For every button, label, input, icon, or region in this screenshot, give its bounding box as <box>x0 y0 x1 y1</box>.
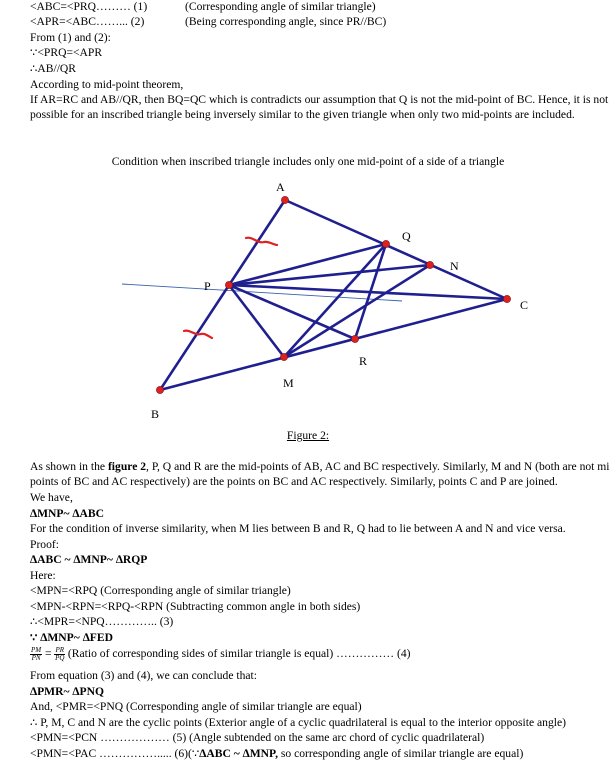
text-span: (Ratio of corresponding sides of similar triangle is equal) …………… (4) <box>65 647 411 660</box>
text-line-note: (Corresponding angle of similar triangle) <box>185 0 376 13</box>
label-Q: Q <box>402 229 411 243</box>
segment-PN <box>229 265 430 285</box>
label-N: N <box>450 259 459 273</box>
label-P: P <box>204 279 211 293</box>
text-line: Proof: <box>30 538 59 551</box>
point-P <box>225 281 232 288</box>
text-span: As shown in the <box>30 460 108 473</box>
point-N <box>426 261 433 268</box>
paragraph-line <box>30 459 610 474</box>
paragraph-line: points of BC and AC respectively) are the points on BC and AC respectively. Similarly, points C and P are joined. <box>30 475 558 488</box>
text-line-note: (Being corresponding angle, since PR//BC) <box>185 15 387 28</box>
label-R: R <box>359 354 368 368</box>
text-line: Here: <box>30 569 56 582</box>
segment-PR <box>229 285 355 339</box>
text-span: so corresponding angle of similar triangle are equal) <box>277 747 524 760</box>
text-line: For the condition of inverse similarity, when M lies between B and R, Q had to lie between A and N and vice versa. <box>30 522 566 535</box>
text-line: ∴<MPR=<NPQ………….. (3) <box>30 615 174 628</box>
text-bold: ∆ABC ~ ∆MNP, <box>199 747 278 760</box>
text-line: ∵<PRQ=<APR <box>30 46 103 59</box>
text-line: <PMN=<PCN ……………… (5) (Angle subtended on the same arc chord of cyclic quadrilateral) <box>30 731 485 744</box>
text-line: <APR=<ABC……... (2) <box>30 15 145 28</box>
point-A <box>281 196 288 203</box>
text-line: From (1) and (2): <box>30 31 111 44</box>
ratio-line: $\frac{PM}{PN}$ = $\frac{PR}{PQ}$ (Ratio of corresponding sides of similar triangle is equal) …………… (4) <box>31 645 411 662</box>
text-line: According to mid-point theorem, <box>30 78 184 91</box>
text-line: And, <PMR=<PNQ (Corresponding angle of similar triangle are equal) <box>30 700 362 713</box>
text-line: We have, <box>30 491 73 504</box>
similarity-statement <box>30 552 147 567</box>
point-Q <box>382 240 389 247</box>
text-line <box>30 746 523 761</box>
text-line: <MPN=<RPQ (Corresponding angle of similar triangle) <box>30 584 291 597</box>
text-line: <MPN-<RPN=<RPQ-<RPN (Subtracting common angle in both sides) <box>30 600 361 613</box>
similarity-statement <box>30 630 113 645</box>
segment-MQ <box>284 244 386 357</box>
point-M <box>280 353 287 360</box>
point-R <box>351 335 358 342</box>
label-B: B <box>151 407 160 421</box>
text-line: From equation (3) and (4), we can conclude that: <box>30 669 257 682</box>
text-span: , P, Q and R are the mid-points of AB, AC and BC respectively. Similarly, M and N (both are not mi <box>146 460 610 473</box>
text-bold: ∆MNP~ ∆ABC <box>30 507 104 520</box>
side-AC <box>285 200 507 299</box>
text-line: ∴ P, M, C and N are the cyclic points (Exterior angle of a cyclic quadrilateral is equal to the interior opposite angle) <box>30 716 567 729</box>
label-C: C <box>520 298 529 312</box>
numerator: PR <box>55 645 65 654</box>
fraction <box>30 647 42 662</box>
label-M: M <box>283 376 294 390</box>
fraction <box>54 647 65 662</box>
similarity-statement <box>30 506 104 521</box>
similarity-statement <box>30 684 104 699</box>
label-A: A <box>276 180 285 194</box>
figure-2-diagram <box>0 170 616 430</box>
text-bold: ∆ABC ~ ∆MNP~ ∆RQP <box>30 553 148 566</box>
numerator: PM <box>31 645 42 654</box>
denominator: PN <box>31 653 41 662</box>
text-span: <PMN=<PAC ……………..... (6)(∵ <box>30 747 200 760</box>
tick-mark-AP <box>246 238 277 245</box>
text-bold: ∆PMR~ ∆PNQ <box>30 685 104 698</box>
segment-MN <box>284 265 430 357</box>
point-C <box>503 295 510 302</box>
denominator: PQ <box>55 653 65 662</box>
figure-caption-top: Condition when inscribed triangle includes only one mid-point of a side of a triangle <box>111 155 505 168</box>
text-line: <ABC=<PRQ……… (1) <box>30 0 148 13</box>
point-B <box>156 386 163 393</box>
paragraph: If AR=RC and AB//QR, then BQ=QC which is contradicts our assumption that Q is not the mid-point of BC. Hence, it is not possible for an inscribed triangle being inversely similar to the given triangle when only two mid-points are included. <box>30 93 609 121</box>
text-line: ∴AB//QR <box>30 62 77 75</box>
text-bold: ∵ ∆MNP~ ∆FED <box>30 631 113 644</box>
figure-caption-bottom: Figure 2: <box>286 429 330 442</box>
figure-ref: figure 2 <box>107 460 147 473</box>
